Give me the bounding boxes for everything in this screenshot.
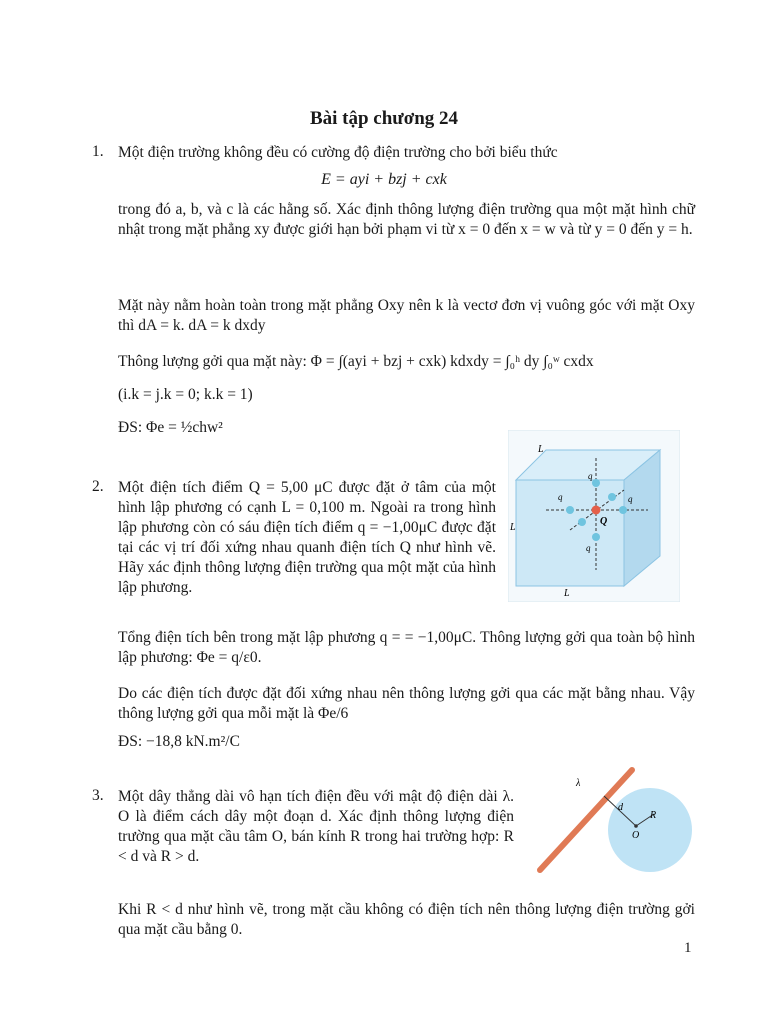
charge-Q <box>592 506 601 515</box>
label-lambda: λ <box>576 778 581 789</box>
problem-1-number: 1. <box>92 143 104 160</box>
label-L-bottom: L <box>564 588 570 599</box>
cube-figure <box>508 430 680 602</box>
problem-1-solution-2: Thông lượng gởi qua mặt này: Φ = ∫(ayi + bzj + cxk) kdxdy = ∫₀ʰ dy ∫₀ʷ cxdx <box>118 353 594 370</box>
label-L-top: L <box>538 444 544 455</box>
problem-2-solution-1: Tổng điện tích bên trong mặt lập phương q = = −1,00μC. Thông lượng gởi qua toàn bộ hình lập phương: Φe = q/ε0. <box>118 629 695 666</box>
problem-2-number: 2. <box>92 478 104 495</box>
problem-3-number: 3. <box>92 787 104 804</box>
wire-sphere-figure <box>526 766 694 878</box>
page-title: Bài tập chương 24 <box>309 108 459 129</box>
page-number: 1 <box>684 940 692 956</box>
problem-1-equation: E = ayi + bzj + cxk <box>321 171 447 188</box>
problem-2-answer: ĐS: −18,8 kN.m²/C <box>118 733 240 750</box>
label-q-top: q <box>588 471 593 481</box>
label-q-left: q <box>558 492 563 502</box>
problem-1-solution-1: Mặt này nằm hoàn toàn trong mặt phẳng Oxy nên k là vectơ đơn vị vuông góc với mặt Oxy thì dA = k. dA = k dxdy <box>118 297 695 334</box>
label-L-left: L <box>510 522 516 533</box>
label-O: O <box>632 830 640 841</box>
problem-1-description: trong đó a, b, và c là các hằng số. Xác định thông lượng điện trường qua một mặt hình chữ nhật trong mặt phẳng xy được giới hạn bởi phạm vi từ x = 0 đến x = w và từ y = 0 đến y = h. <box>118 201 695 238</box>
label-q-right: q <box>628 494 633 504</box>
problem-3-text: Một dây thẳng dài vô hạn tích điện đều với mật độ điện dài λ. O là điểm cách dây một đoạn d. Xác định thông lượng điện trường qua mặt cầu tâm O, bán kính R trong hai trường hợp: R < d và R > d. <box>118 788 514 865</box>
problem-1-answer: ĐS: Φe = ½chw² <box>118 419 223 436</box>
label-Q: Q <box>600 516 608 527</box>
label-d: d <box>618 802 623 813</box>
gaussian-sphere <box>608 788 692 872</box>
problem-2-text: Một điện tích điểm Q = 5,00 μC được đặt ở tâm của một hình lập phương có cạnh L = 0,100 m. Ngoài ra trong hình lập phương còn có sáu điện tích điểm q = −1,00μC được đặt tại các vị trí đối xứng nhau quanh điện tích Q như hình vẽ. Hãy xác định thông lượng điện trường qua một mặt của hình lập phương. <box>118 479 496 596</box>
problem-2-solution-2: Do các điện tích được đặt đối xứng nhau nên thông lượng gởi qua các mặt bằng nhau. Vậy thông lượng gởi qua mỗi mặt là Φe/6 <box>118 685 695 722</box>
problem-1-solution-3: (i.k = j.k = 0; k.k = 1) <box>118 386 253 403</box>
problem-1-intro: Một điện trường không đều có cường độ điện trường cho bởi biểu thức <box>118 144 558 161</box>
problem-3-solution-1: Khi R < d như hình vẽ, trong mặt cầu không có điện tích nên thông lượng điện trường gởi qua mặt cầu bằng 0. <box>118 901 695 938</box>
label-R: R <box>650 810 657 821</box>
label-q-bottom: q <box>586 543 591 553</box>
